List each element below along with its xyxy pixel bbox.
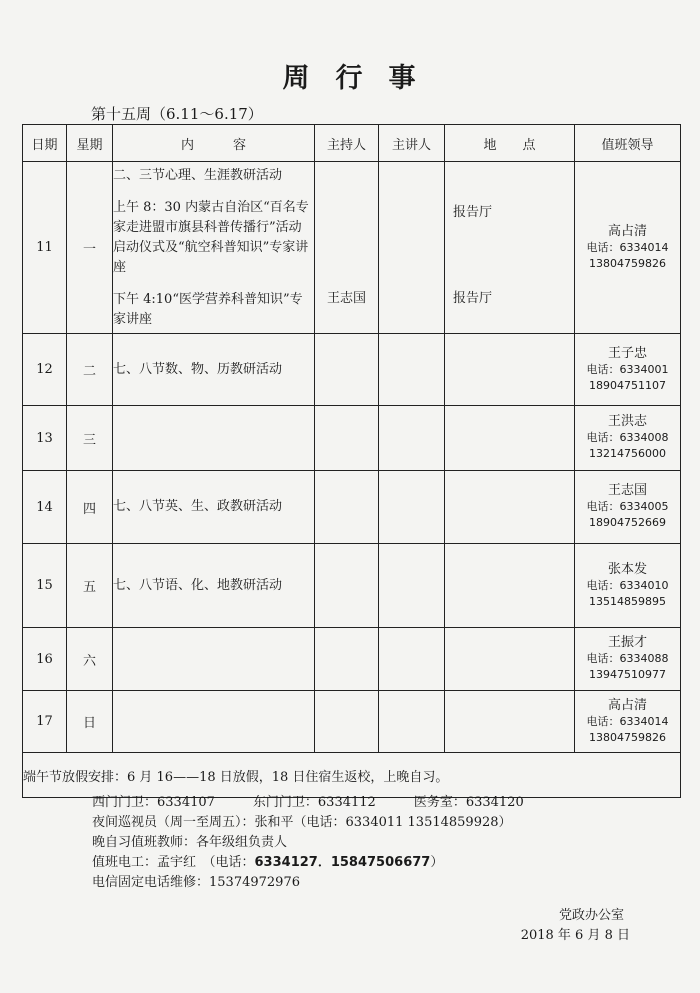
host-cell — [315, 471, 379, 544]
weekday-cell: 日 — [67, 691, 113, 753]
duty-leader-cell — [575, 471, 681, 544]
duty-phone: 电话：6334088 — [586, 652, 669, 665]
duty-leader-cell — [575, 544, 681, 628]
content-cell — [113, 691, 315, 753]
host-cell — [315, 334, 379, 406]
content-line: 七、八节语、化、地教研活动 — [113, 577, 283, 593]
table-row — [23, 334, 681, 406]
content-line: 七、八节数、物、历教研活动 — [113, 361, 283, 377]
duty-leader-cell — [575, 406, 681, 471]
content-line: 上午 8：30 内蒙古自治区“百名专家走进盟市旗县科普传播行”活动启动仪式及“航空科普知识”专家讲座 — [113, 199, 309, 275]
issue-date: 2018 年 6 月 8 日 — [520, 928, 630, 943]
clinic-phone: 医务室：6334120 — [413, 795, 524, 810]
content-line: 七、八节英、生、政教研活动 — [113, 499, 283, 514]
header-duty-leader: 值班领导 — [575, 125, 681, 162]
date-cell: 16 — [23, 628, 67, 691]
date-cell: 17 — [23, 691, 67, 753]
title-char: 周 — [282, 63, 312, 94]
gate-contacts — [92, 793, 524, 813]
electrician-phones: 6334127．15847506677 — [254, 855, 431, 870]
duty-leader-cell — [575, 334, 681, 406]
duty-leader-cell — [575, 628, 681, 691]
duty-mobile: 18904752669 — [589, 516, 666, 529]
west-gate-phone: 西门门卫：6334107 — [92, 795, 215, 810]
table-row — [23, 162, 681, 334]
duty-phone: 电话：6334014 — [586, 714, 669, 728]
weekday-cell: 五 — [67, 544, 113, 628]
speaker-cell — [379, 691, 445, 753]
location-text: 报告厅 — [453, 291, 493, 306]
duty-mobile: 13947510977 — [589, 668, 666, 681]
duty-name: 张本发 — [607, 561, 647, 577]
host-cell — [315, 406, 379, 471]
duty-name: 高占清 — [607, 223, 647, 239]
duty-phone: 电话：6334008 — [586, 431, 669, 444]
duty-mobile: 13214756000 — [589, 447, 666, 460]
night-patrol: 夜间巡视员（周一至周五）：张和平（电话：6334011 13514859928） — [92, 815, 512, 830]
header-date: 日期 — [23, 125, 67, 162]
duty-leader-cell — [575, 162, 681, 334]
header-weekday: 星期 — [67, 125, 113, 162]
page-title — [0, 56, 700, 95]
schedule-table — [22, 124, 681, 798]
table-row — [23, 471, 681, 544]
weekday-cell: 四 — [67, 471, 113, 544]
date-cell: 11 — [23, 162, 67, 334]
header-content: 内 容 — [113, 125, 315, 162]
location-cell — [445, 162, 575, 334]
date-cell: 15 — [23, 544, 67, 628]
header-location: 地 点 — [445, 125, 575, 162]
content-line: 二、三节心理、生涯教研活动 — [113, 167, 283, 183]
location-text: 报告厅 — [453, 205, 493, 220]
date-cell: 13 — [23, 406, 67, 471]
speaker-cell — [379, 471, 445, 544]
speaker-cell — [379, 334, 445, 406]
header-host: 主持人 — [315, 125, 379, 162]
contact-list — [92, 793, 524, 893]
table-row — [23, 406, 681, 471]
table-row — [23, 628, 681, 691]
content-cell — [113, 544, 315, 628]
duty-mobile: 13514859895 — [589, 594, 666, 608]
location-cell — [445, 691, 575, 753]
weekday-cell: 六 — [67, 628, 113, 691]
content-cell — [113, 162, 315, 334]
location-cell — [445, 406, 575, 471]
telecom-repair: 电信固定电话维修：15374972976 — [92, 875, 300, 890]
content-cell — [113, 406, 315, 471]
location-cell — [445, 334, 575, 406]
speaker-cell — [379, 162, 445, 334]
date-cell: 14 — [23, 471, 67, 544]
title-char: 事 — [388, 63, 418, 94]
electrician-label: 值班电工：孟宇红 （电话： — [92, 855, 255, 870]
weekday-cell: 二 — [67, 334, 113, 406]
duty-mobile: 18904751107 — [589, 378, 666, 392]
evening-study-duty: 晚自习值班教师：各年级组负责人 — [92, 835, 288, 850]
weekday-cell: 三 — [67, 406, 113, 471]
duty-name: 王子忠 — [607, 345, 647, 361]
duty-phone: 电话：6334010 — [586, 578, 669, 592]
duty-phone: 电话：6334001 — [586, 362, 669, 376]
duty-phone: 电话：6334014 — [586, 240, 669, 254]
location-cell — [445, 628, 575, 691]
location-cell — [445, 544, 575, 628]
duty-name: 王志国 — [607, 483, 647, 498]
table-header-row — [23, 125, 681, 162]
speaker-cell — [379, 544, 445, 628]
duty-phone: 电话：6334005 — [586, 500, 669, 513]
weekday-cell: 一 — [67, 162, 113, 334]
host-cell — [315, 162, 379, 334]
table-row — [23, 691, 681, 753]
holiday-note-row — [23, 753, 681, 798]
duty-mobile: 13804759826 — [589, 730, 666, 744]
host-cell — [315, 628, 379, 691]
header-speaker: 主讲人 — [379, 125, 445, 162]
duty-mobile: 13804759826 — [589, 256, 666, 270]
speaker-cell — [379, 406, 445, 471]
electrician-close: ） — [430, 855, 444, 870]
issuing-office: 党政办公室 — [558, 908, 624, 923]
duty-name: 高占清 — [607, 697, 647, 713]
date-cell: 12 — [23, 334, 67, 406]
duty-name: 王振才 — [607, 635, 647, 650]
content-cell — [113, 471, 315, 544]
title-char: 行 — [335, 63, 365, 94]
duty-name: 王洪志 — [607, 414, 647, 429]
host-name: 王志国 — [326, 291, 366, 306]
location-cell — [445, 471, 575, 544]
speaker-cell — [379, 628, 445, 691]
duty-leader-cell — [575, 691, 681, 753]
host-cell — [315, 691, 379, 753]
host-cell — [315, 544, 379, 628]
holiday-note: 端午节放假安排：6 月 16——18 日放假，18 日住宿生返校，上晚自习。 — [23, 753, 681, 798]
signature-block — [521, 906, 630, 946]
content-cell — [113, 628, 315, 691]
electrician-duty — [92, 853, 524, 873]
content-cell — [113, 334, 315, 406]
content-line: 下午 4:10“医学营养科普知识”专家讲座 — [113, 291, 303, 327]
east-gate-phone: 东门门卫：6334112 — [252, 795, 376, 810]
table-row — [23, 544, 681, 628]
week-label: 第十五周（6.11～6.17） — [91, 105, 263, 123]
